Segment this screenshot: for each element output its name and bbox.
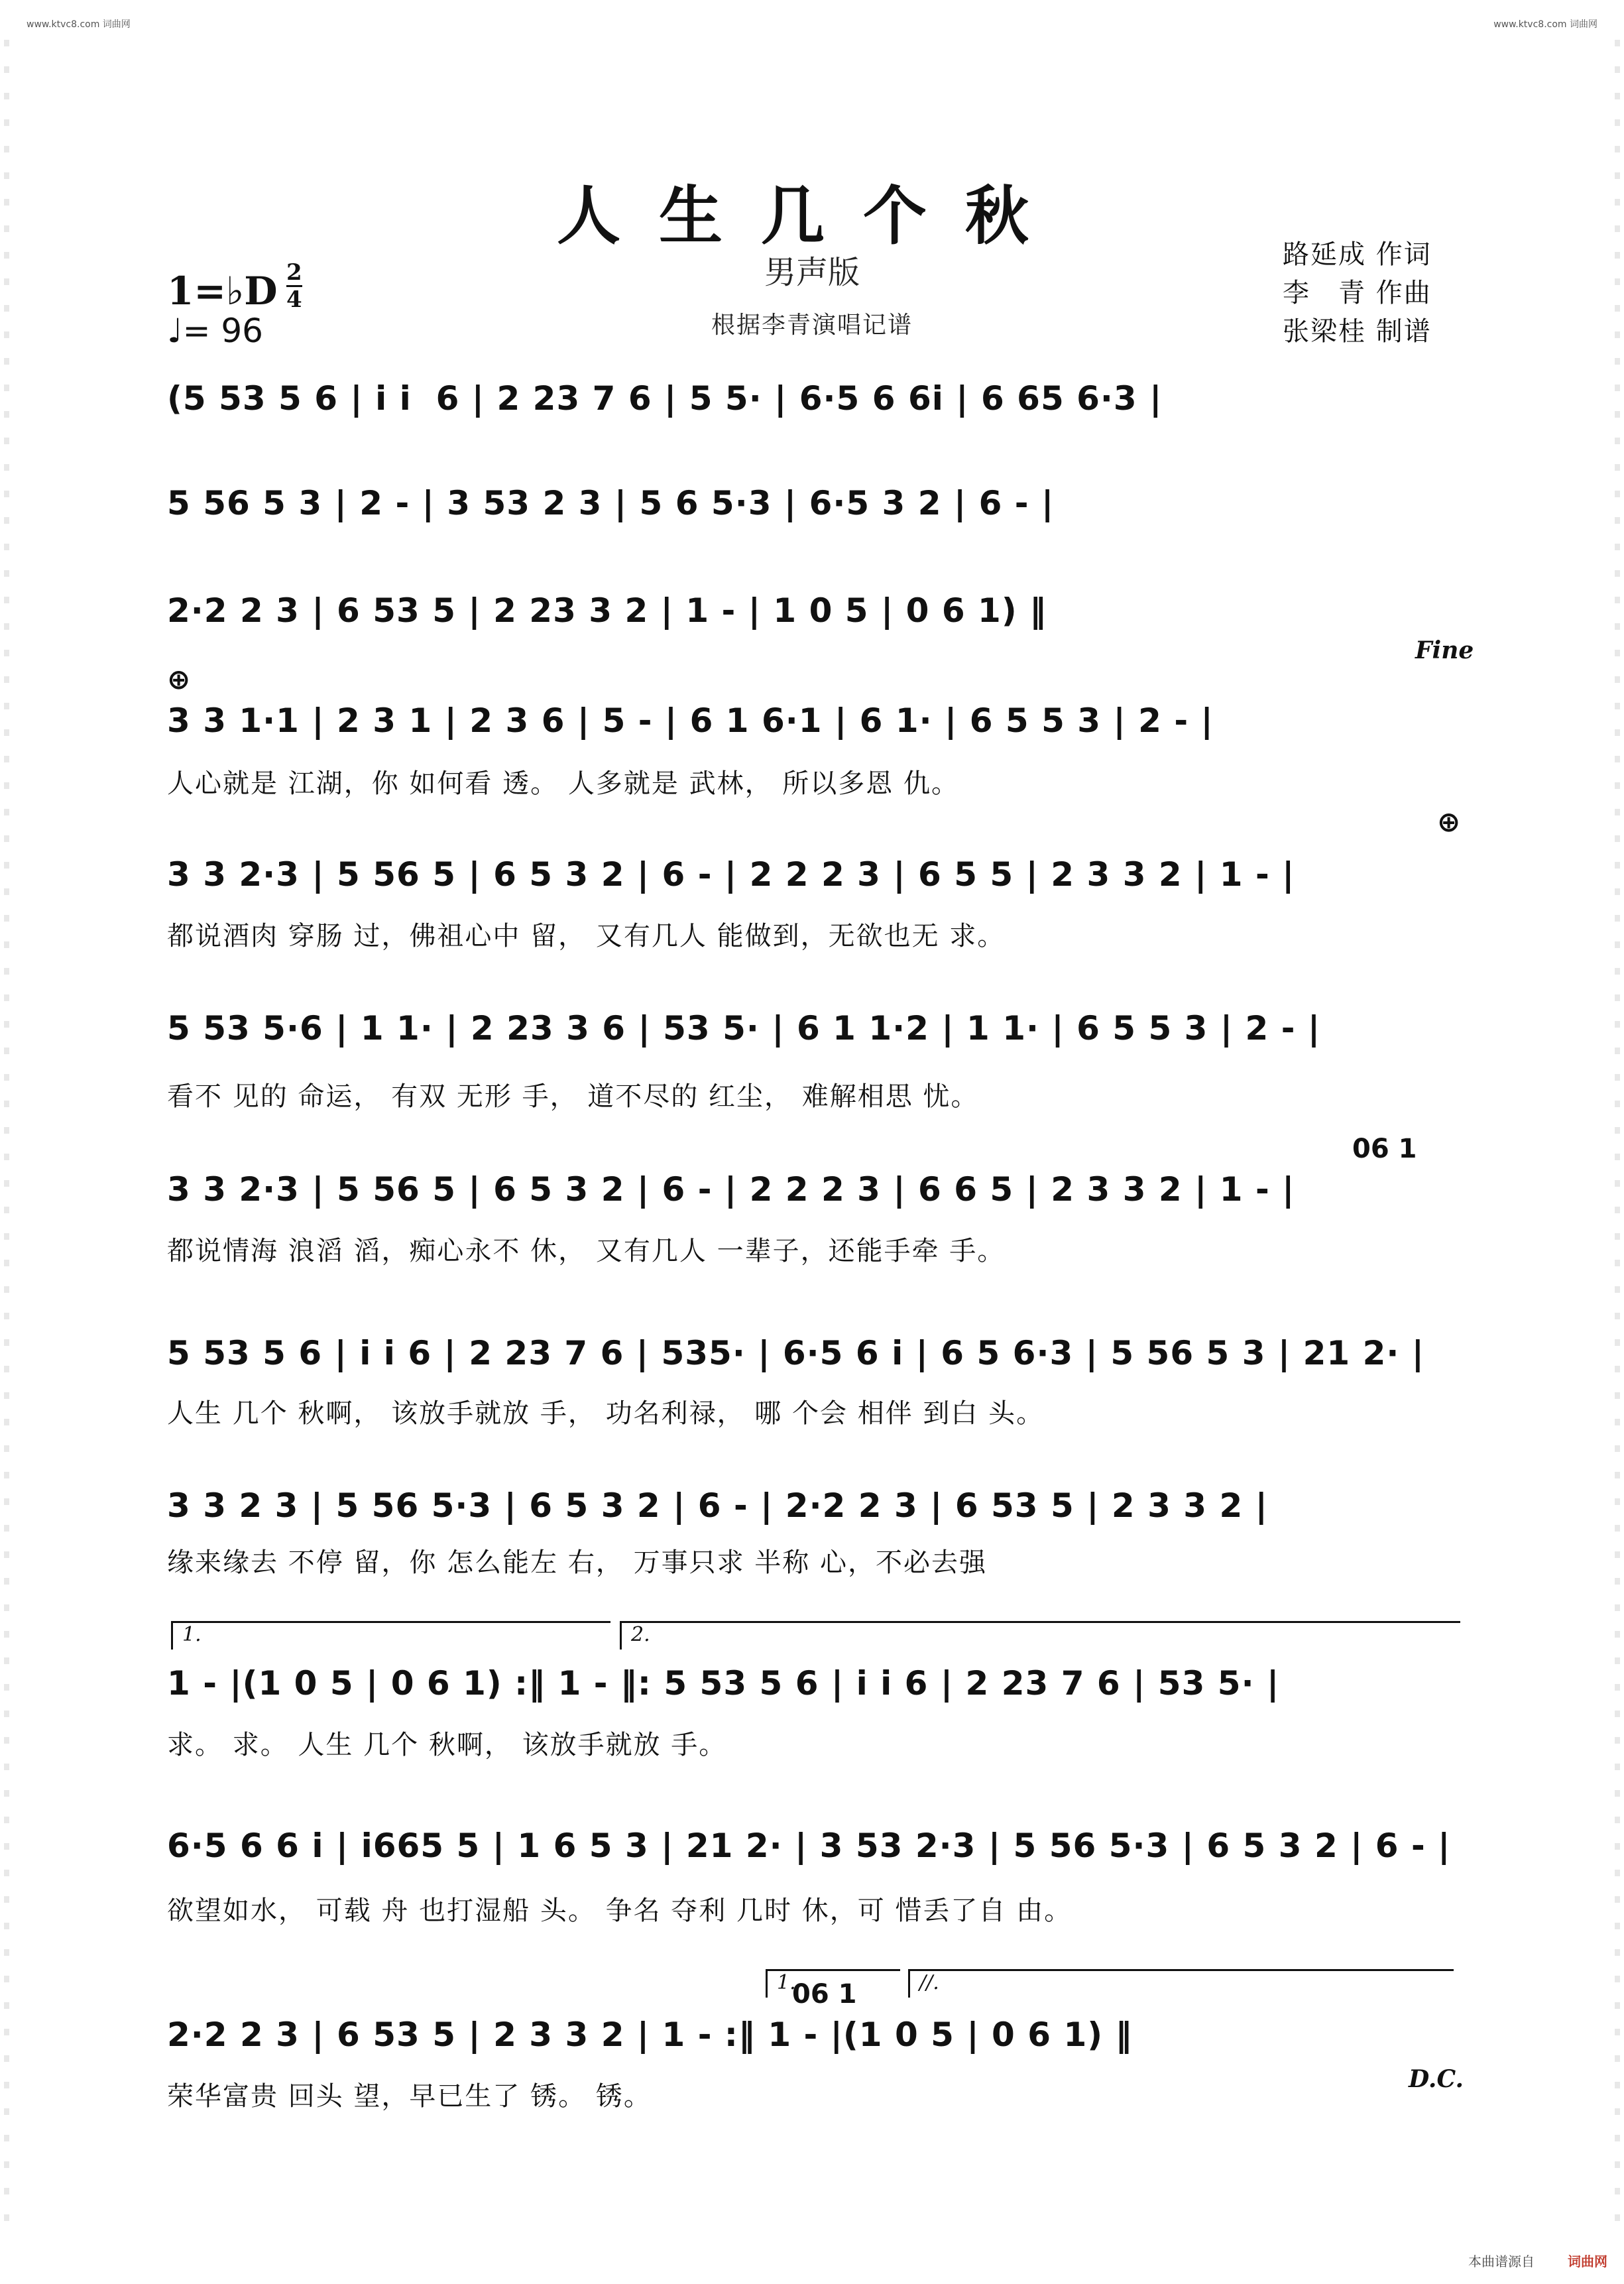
footer-logo[interactable]: 词曲网 <box>1568 2254 1607 2269</box>
right-margin-watermark <box>1615 40 1620 2228</box>
volta-second-label: 2. <box>631 1623 650 1646</box>
score-row-11-lyrics: 欲望如水， 可载 舟 也打湿船 头。 争名 夺利 几时 休，可 惜丢了自 由。 <box>167 1895 1073 1926</box>
volta-alt-second-label: //. <box>919 1971 939 1994</box>
lyricist-credit: 路延成 作词 <box>1283 239 1432 270</box>
volta-first-label: 1. <box>182 1623 202 1646</box>
score-row-3-notes: 2·2 2 3 | 6 53 5 | 2 23 3 2 | 1 - | 1 0 5 | 0 6 1) ‖ <box>167 591 1047 630</box>
score-row-1-notes: (5 53 5 6 | i i 6 | 2 23 7 6 | 5 5· | 6·5 6 6i | 6 65 6·3 | <box>167 379 1163 418</box>
volta-second-ending <box>620 1621 1460 1650</box>
score-row-5-lyrics: 都说酒肉 穿肠 过，佛祖心中 留， 又有几人 能做到，无欲也无 求。 <box>167 921 1006 951</box>
credits <box>1283 235 1432 351</box>
footer-source: 本曲谱源自 <box>1468 2254 1535 2269</box>
score-row-7-notes: 3 3 2·3 | 5 56 5 | 6 5 3 2 | 6 - | 2 2 2 3 | 6 6 5 | 2 3 3 2 | 1 - | <box>167 1170 1295 1209</box>
time-signature-bottom: 4 <box>286 286 302 313</box>
score-row-4-notes: 3 3 1·1 | 2 3 1 | 2 3 6 | 5 - | 6 1 6·1 | 6 1· | 6 5 5 3 | 2 - | <box>167 701 1214 740</box>
key-signature: 1=♭D <box>167 269 278 314</box>
score-row-9-lyrics: 缘来缘去 不停 留，你 怎么能左 右， 万事只求 半称 心，不必去强 <box>167 1547 988 1578</box>
score-row-12-notes: 2·2 2 3 | 6 53 5 | 2 3 3 2 | 1 - :‖ 1 - |(1 0 5 | 0 6 1) ‖ <box>167 2015 1133 2054</box>
score-row-11-notes: 6·5 6 6 i | i665 5 | 1 6 5 3 | 21 2· | 3 53 2·3 | 5 56 5·3 | 6 5 3 2 | 6 - | <box>167 1827 1451 1865</box>
site-url-left: www.ktvc8.com 词曲网 <box>27 19 131 30</box>
volta-alt-first-label: 1. <box>777 1971 796 1994</box>
score-row-5-notes: 3 3 2·3 | 5 56 5 | 6 5 3 2 | 6 - | 2 2 2 3 | 6 5 5 | 2 3 3 2 | 1 - | <box>167 855 1295 894</box>
volta-first-ending <box>171 1621 610 1650</box>
score-row-6-lyrics: 看不 见的 命运， 有双 无形 手， 道不尽的 红尘， 难解相思 忧。 <box>167 1081 979 1112</box>
score-row-4-lyrics: 人心就是 江湖，你 如何看 透。 人多就是 武林， 所以多恩 仇。 <box>167 768 960 799</box>
song-subtitle: 男声版 <box>764 254 860 291</box>
score-row-12-lyrics: 荣华富贵 回头 望，早已生了 锈。 锈。 <box>167 2081 652 2112</box>
site-url-right: www.ktvc8.com 词曲网 <box>1493 19 1597 30</box>
time-signature <box>286 261 302 312</box>
composer-credit: 李 青 作曲 <box>1283 278 1432 308</box>
transcription-source: 根据李青演唱记谱 <box>711 312 913 339</box>
tempo-marking: ♩= 96 <box>167 312 263 350</box>
arranger-credit: 张梁桂 制谱 <box>1283 316 1432 347</box>
alt-ending-notes-1: 06 1 <box>1352 1134 1417 1164</box>
score-row-7-lyrics: 都说情海 浪滔 滔，痴心永不 休， 又有几人 一辈子，还能手牵 手。 <box>167 1236 1006 1266</box>
alt-ending-notes-2: 06 1 <box>792 1979 857 2010</box>
score-row-8-notes: 5 53 5 6 | i i 6 | 2 23 7 6 | 535· | 6·5 6 i | 6 5 6·3 | 5 56 5 3 | 21 2· | <box>167 1334 1425 1372</box>
dc-marking: D.C. <box>1409 2065 1464 2093</box>
score-row-10-notes: 1 - |(1 0 5 | 0 6 1) :‖ 1 - ‖: 5 53 5 6 | i i 6 | 2 23 7 6 | 53 5· | <box>167 1664 1280 1703</box>
score-row-8-lyrics: 人生 几个 秋啊， 该放手就放 手， 功名利禄， 哪 个会 相伴 到白 头。 <box>167 1398 1045 1429</box>
song-title: 人生几个秋 <box>557 178 1067 253</box>
left-margin-watermark <box>4 40 9 2228</box>
coda-sign-2: ⊕ <box>1437 806 1461 838</box>
score-row-6-notes: 5 53 5·6 | 1 1· | 2 23 3 6 | 53 5· | 6 1 1·2 | 1 1· | 6 5 5 3 | 2 - | <box>167 1009 1321 1048</box>
fine-marking: Fine <box>1415 636 1474 664</box>
time-signature-top: 2 <box>286 259 302 286</box>
volta-alt-second <box>908 1969 1454 1998</box>
score-row-2-notes: 5 56 5 3 | 2 - | 3 53 2 3 | 5 6 5·3 | 6·5 3 2 | 6 - | <box>167 484 1055 522</box>
score-row-10-lyrics: 求。 求。 人生 几个 秋啊， 该放手就放 手。 <box>167 1730 727 1760</box>
coda-sign: ⊕ <box>167 663 191 695</box>
score-row-9-notes: 3 3 2 3 | 5 56 5·3 | 6 5 3 2 | 6 - | 2·2 2 3 | 6 53 5 | 2 3 3 2 | <box>167 1486 1268 1525</box>
